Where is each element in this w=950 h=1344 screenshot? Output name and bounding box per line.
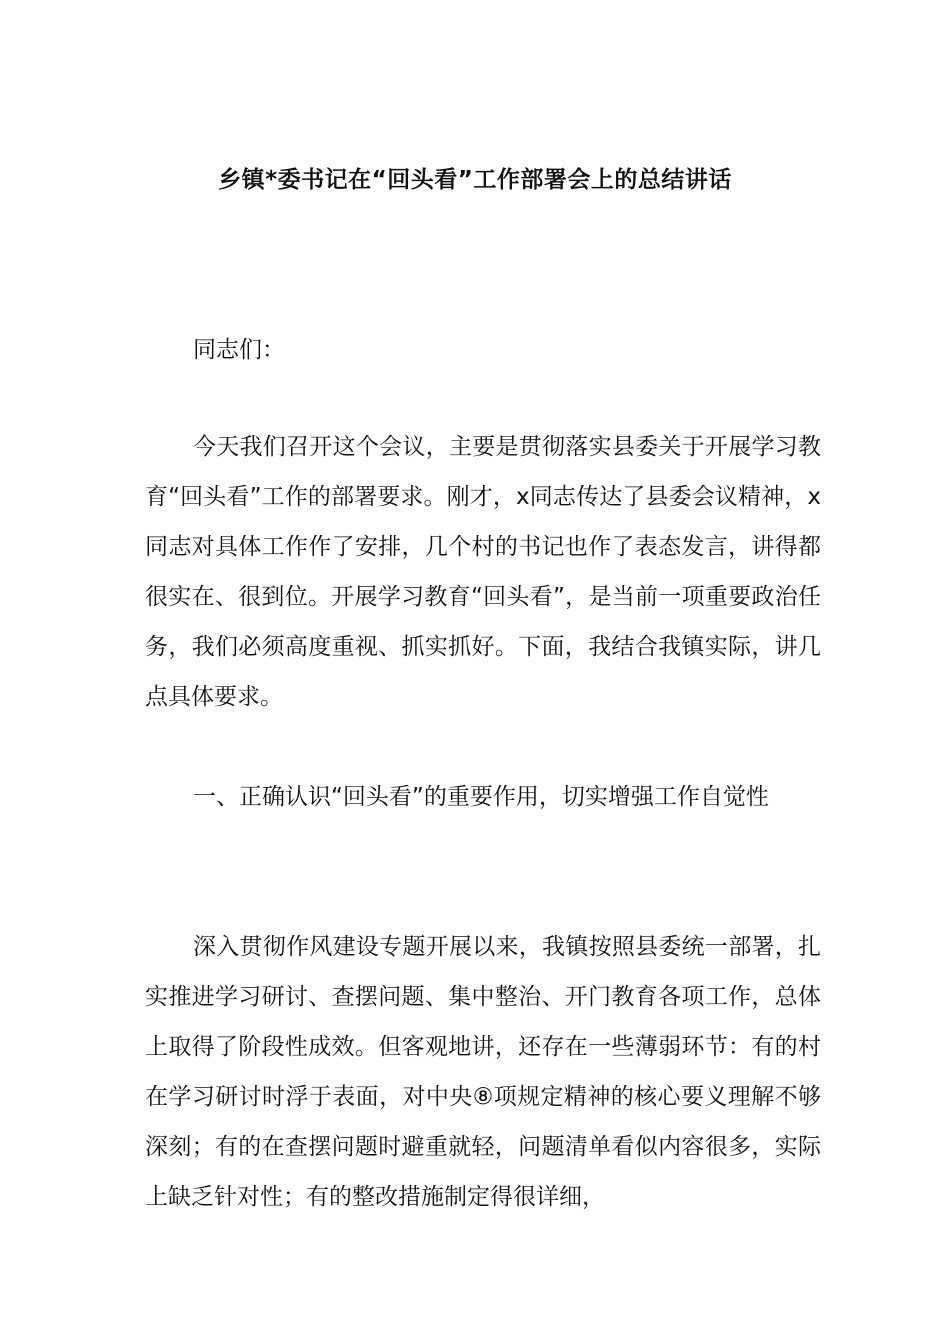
body-paragraph: 今天我们召开这个会议，主要是贯彻落实县委关于开展学习教育“回头看”工作的部署要求。刚才，x同志传达了县委会议精神，x同志对具体工作作了安排，几个村的书记也作了表态发言，讲得都很实在、很到位。开展学习教育“回头看”，是当前一项重要政治任务，我们必须高度重视、抓实抓好。下面，我结合我镇实际，讲几点具体要求。 [145, 434, 821, 710]
body-paragraph: 深入贯彻作风建设专题开展以来，我镇按照县委统一部署，扎实推进学习研讨、查摆问题、集中整治、开门教育各项工作，总体上取得了阶段性成效。但客观地讲，还存在一些薄弱环节：有的村在学习研讨时浮于表面，对中央⑧项规定精神的核心要义理解不够深刻；有的在查摆问题时避重就轻，问题清单看似内容很多，实际上缺乏针对性；有的整改措施制定得很详细， [145, 934, 821, 1210]
document-title: 乡镇*委书记在“回头看”工作部署会上的总结讲话 [218, 167, 732, 193]
salutation: 同志们： [193, 337, 285, 363]
section-heading: 一、正确认识“回头看”的重要作用，切实增强工作自觉性 [193, 784, 769, 810]
